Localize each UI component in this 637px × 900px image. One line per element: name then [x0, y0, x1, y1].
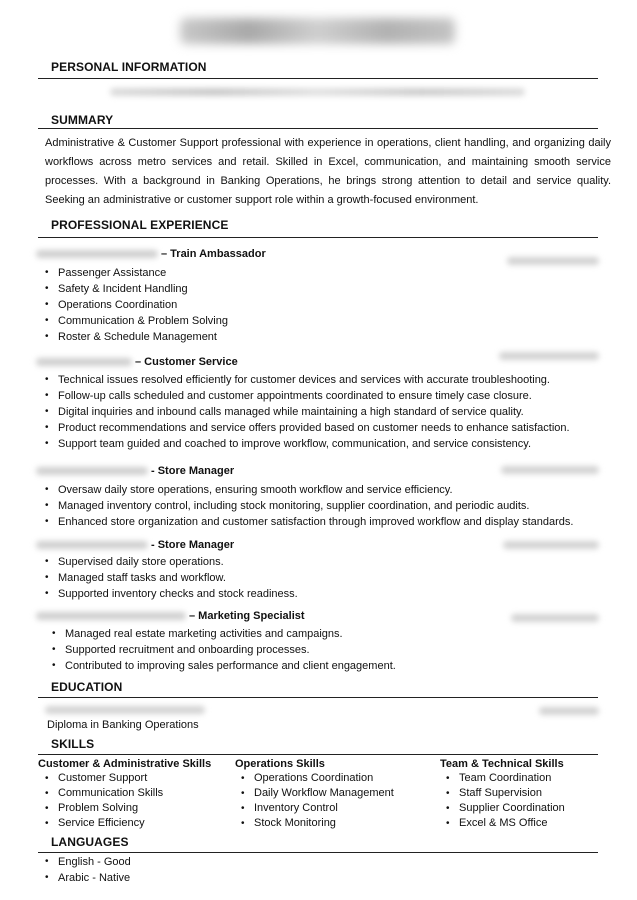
list-item: • Operations Coordination — [241, 771, 394, 786]
skills-list — [45, 771, 163, 831]
section-skills: SKILLS — [51, 737, 95, 751]
job-title — [36, 248, 266, 260]
summary-text: Administrative & Customer Support professional with experience in operations, client handling, and organizing daily workflows across metro services and retail. Skilled in Excel, communication, and maintaining smooth service processes. With a background in Banking Operations, he brings strong attention to detail and service quality. Seeking an administrative or customer support role within a growth-focused environment. — [45, 137, 611, 206]
redacted-date — [503, 541, 599, 549]
education-degree: Diploma in Banking Operations — [47, 719, 199, 731]
redacted-date — [507, 257, 599, 265]
list-item: • Stock Monitoring — [241, 816, 394, 831]
list-item: • Team Coordination — [446, 771, 565, 786]
list-item: • Digital inquiries and inbound calls managed while maintaining a high standard of service quality. — [45, 404, 570, 420]
redacted-date — [539, 707, 599, 715]
list-item: • Technical issues resolved efficiently for customer devices and services with accurate troubleshooting. — [45, 372, 570, 388]
list-item: • Supervised daily store operations. — [45, 554, 298, 570]
divider — [38, 78, 598, 79]
job-bullets — [45, 482, 573, 530]
job-title-text: - Store Manager — [151, 465, 235, 477]
list-item: • Follow-up calls scheduled and customer appointments coordinated to ensure timely case closure. — [45, 388, 570, 404]
divider — [38, 237, 598, 238]
job-title-text: – Train Ambassador — [161, 248, 266, 260]
list-item: • Enhanced store organization and customer satisfaction through improved workflow and display standards. — [45, 514, 573, 530]
redacted-date — [499, 352, 599, 360]
redacted-company — [36, 612, 186, 620]
redacted-date — [511, 614, 599, 622]
section-professional-experience: PROFESSIONAL EXPERIENCE — [51, 218, 229, 232]
section-personal-information: PERSONAL INFORMATION — [51, 60, 207, 74]
list-item: • Support team guided and coached to improve workflow, communication, and service consistency. — [45, 436, 570, 452]
list-item: • Daily Workflow Management — [241, 786, 394, 801]
job-title — [36, 356, 238, 368]
job-title — [36, 539, 234, 551]
redacted-company — [36, 358, 132, 366]
section-languages: LANGUAGES — [51, 835, 129, 849]
job-bullets — [45, 372, 570, 452]
list-item: • Supported recruitment and onboarding processes. — [52, 642, 396, 658]
languages-list — [45, 854, 131, 886]
list-item: • Communication & Problem Solving — [45, 313, 228, 329]
job-title-text: – Customer Service — [135, 356, 238, 368]
list-item: • Managed real estate marketing activities and campaigns. — [52, 626, 396, 642]
list-item: • Supplier Coordination — [446, 801, 565, 816]
redacted-date — [501, 466, 599, 474]
job-title — [36, 610, 305, 622]
skills-column-title: Operations Skills — [235, 758, 325, 770]
divider — [38, 128, 598, 129]
list-item: • Excel & MS Office — [446, 816, 565, 831]
divider — [38, 754, 598, 755]
list-item: • Service Efficiency — [45, 816, 163, 831]
list-item: • Communication Skills — [45, 786, 163, 801]
section-summary: SUMMARY — [51, 113, 114, 127]
redacted-name — [180, 18, 455, 44]
list-item: • Operations Coordination — [45, 297, 228, 313]
list-item: • Oversaw daily store operations, ensuring smooth workflow and service efficiency. — [45, 482, 573, 498]
list-item: • Managed inventory control, including stock monitoring, supplier coordination, and periodic audits. — [45, 498, 573, 514]
list-item: • Problem Solving — [45, 801, 163, 816]
redacted-institution — [45, 706, 205, 714]
job-bullets — [45, 554, 298, 602]
list-item: • Product recommendations and service offers provided based on customer needs to enhance satisfaction. — [45, 420, 570, 436]
list-item: • Passenger Assistance — [45, 265, 228, 281]
job-bullets — [52, 626, 396, 674]
section-education: EDUCATION — [51, 680, 123, 694]
list-item: • English - Good — [45, 854, 131, 870]
skills-list — [446, 771, 565, 831]
skills-column-title: Customer & Administrative Skills — [38, 758, 212, 770]
list-item: • Staff Supervision — [446, 786, 565, 801]
redacted-contact-info — [110, 88, 525, 96]
list-item: • Contributed to improving sales performance and client engagement. — [52, 658, 396, 674]
redacted-company — [36, 250, 158, 258]
list-item: • Managed staff tasks and workflow. — [45, 570, 298, 586]
job-title — [36, 465, 234, 477]
list-item: • Arabic - Native — [45, 870, 131, 886]
list-item: • Roster & Schedule Management — [45, 329, 228, 345]
list-item: • Customer Support — [45, 771, 163, 786]
divider — [38, 852, 598, 853]
list-item: • Inventory Control — [241, 801, 394, 816]
redacted-company — [36, 541, 148, 549]
list-item: • Supported inventory checks and stock readiness. — [45, 586, 298, 602]
list-item: • Safety & Incident Handling — [45, 281, 228, 297]
job-bullets — [45, 265, 228, 345]
job-title-text: - Store Manager — [151, 539, 235, 551]
skills-list — [241, 771, 394, 831]
job-title-text: – Marketing Specialist — [189, 610, 305, 622]
redacted-company — [36, 467, 148, 475]
divider — [38, 697, 598, 698]
skills-column-title: Team & Technical Skills — [440, 758, 564, 770]
